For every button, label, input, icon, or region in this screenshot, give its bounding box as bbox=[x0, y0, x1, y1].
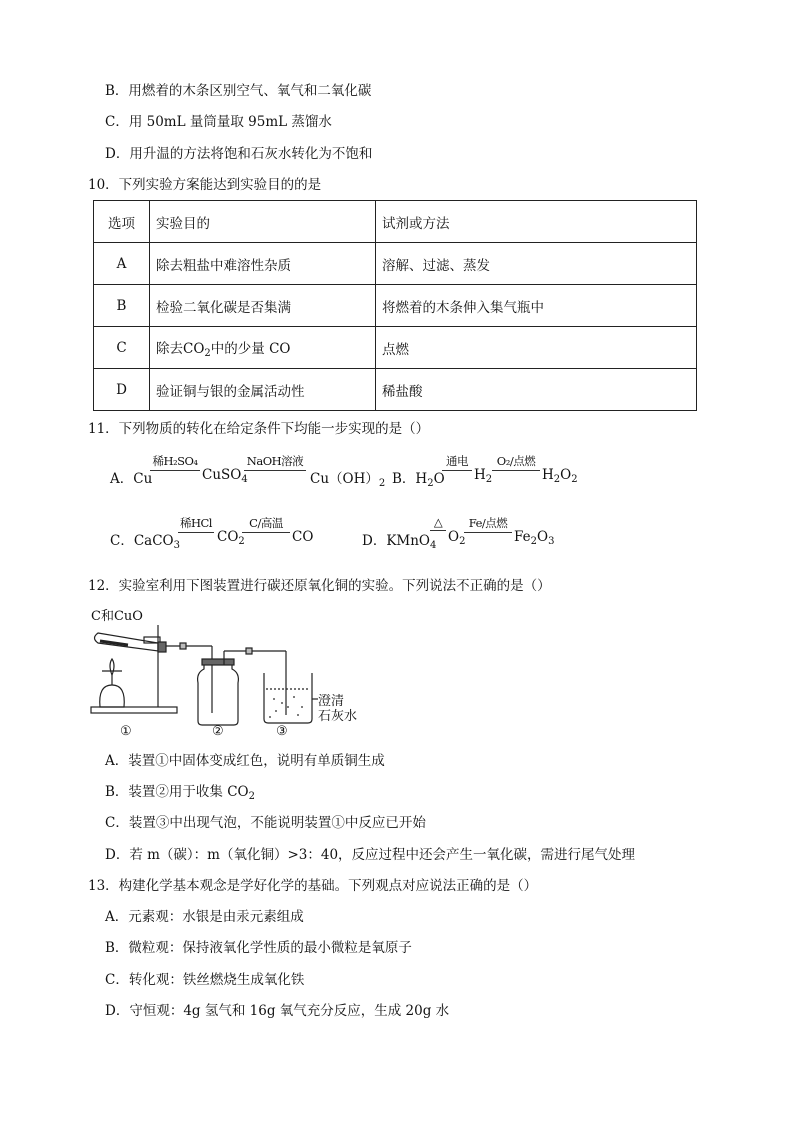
subscript: 2 bbox=[248, 791, 255, 802]
reactant-label: C和CuO bbox=[91, 609, 143, 624]
subscript: 2 bbox=[530, 536, 537, 547]
apparatus-number-3: ③ bbox=[276, 724, 288, 739]
option-text: B．装置②用于收集 CO bbox=[105, 784, 249, 800]
formula: Fe bbox=[514, 529, 531, 545]
q11-a-arrow1: 稀H₂SO₄ bbox=[150, 453, 200, 471]
subscript: 2 bbox=[459, 536, 466, 547]
formula: H bbox=[474, 467, 486, 483]
gas-bottle bbox=[198, 663, 239, 725]
stopper-1 bbox=[158, 642, 166, 652]
q9-option-d: D．用升温的方法将饱和石灰水转化为不饱和 bbox=[105, 146, 373, 162]
q12-option-b bbox=[105, 783, 255, 806]
q13-option-a: A．元素观：水银是由汞元素组成 bbox=[105, 909, 304, 925]
formula: CuSO bbox=[202, 467, 242, 483]
q11-c-arrow1: 稀HCl bbox=[178, 515, 214, 533]
limewater-label-2: 石灰水 bbox=[318, 709, 358, 724]
table-header-row bbox=[94, 201, 697, 243]
q11-stem: 11．下列物质的转化在给定条件下均能一步实现的是（） bbox=[88, 421, 430, 437]
q9-option-b: B．用燃着的木条区别空气、氧气和二氧化碳 bbox=[105, 83, 372, 99]
row-goal: 除去粗盐中难溶性杂质 bbox=[150, 243, 376, 285]
goal-prefix: 除去 bbox=[156, 340, 183, 357]
q11-d-mid bbox=[448, 529, 465, 547]
row-option: C bbox=[94, 327, 150, 369]
q11-c-mid bbox=[217, 529, 245, 547]
q13-option-c: C．转化观：铁丝燃烧生成氧化铁 bbox=[105, 972, 305, 988]
q10-table bbox=[93, 200, 697, 411]
q13-option-b: B．微粒观：保持液氧化学性质的最小微粒是氧原子 bbox=[105, 940, 412, 956]
table-row bbox=[94, 243, 697, 285]
formula: O bbox=[448, 529, 460, 545]
subscript: 3 bbox=[548, 536, 555, 547]
subscript: 4 bbox=[241, 474, 248, 485]
q11-d-reactant bbox=[362, 529, 436, 551]
q10-stem: 10．下列实验方案能达到实验目的的是 bbox=[88, 177, 322, 193]
beaker bbox=[264, 673, 312, 723]
alcohol-lamp bbox=[100, 685, 125, 707]
q11-d-arrow1: △ bbox=[430, 515, 446, 531]
formula: O bbox=[537, 529, 549, 545]
tube-joint bbox=[180, 643, 186, 649]
q12-option-a: A．装置①中固体变成红色，说明有单质铜生成 bbox=[105, 753, 385, 769]
formula: O bbox=[560, 467, 572, 483]
row-option: B bbox=[94, 285, 150, 327]
subscript: 2 bbox=[427, 478, 434, 489]
q11-a-product bbox=[310, 467, 385, 489]
subscript: 2 bbox=[485, 474, 493, 485]
subscript: 2 bbox=[571, 474, 578, 485]
q12-option-c: C．装置③中出现气泡，不能说明装置①中反应已开始 bbox=[105, 815, 426, 831]
goal-subscript: 2 bbox=[204, 347, 211, 359]
row-goal: 检验二氧化碳是否集满 bbox=[150, 285, 376, 327]
apparatus-number-2: ② bbox=[212, 724, 224, 739]
row-option: A bbox=[94, 243, 150, 285]
formula: H bbox=[542, 467, 554, 483]
q11-a-mid bbox=[202, 467, 248, 485]
header-goal: 实验目的 bbox=[150, 201, 376, 243]
header-option: 选项 bbox=[94, 201, 150, 243]
goal-formula: CO bbox=[183, 340, 205, 357]
q12-stem: 12．实验室利用下图装置进行碳还原氧化铜的实验。下列说法不正确的是（） bbox=[88, 578, 551, 594]
subscript: 2 bbox=[378, 478, 386, 489]
subscript: 2 bbox=[553, 474, 561, 485]
row-method: 稀盐酸 bbox=[376, 369, 697, 411]
formula: B．H bbox=[392, 471, 428, 487]
formula: O bbox=[433, 471, 445, 487]
stopper-2 bbox=[202, 659, 234, 665]
q11-b-arrow1: 通电 bbox=[442, 453, 472, 471]
limewater-label-1: 澄清 bbox=[318, 694, 345, 709]
apparatus-number-1: ① bbox=[120, 724, 132, 739]
row-method: 点燃 bbox=[376, 327, 697, 369]
q11-c-arrow2: C/高温 bbox=[242, 515, 290, 533]
row-method: 溶解、过滤、蒸发 bbox=[376, 243, 697, 285]
q11-d-product bbox=[514, 529, 554, 547]
table-row bbox=[94, 285, 697, 327]
row-option: D bbox=[94, 369, 150, 411]
row-method: 将燃着的木条伸入集气瓶中 bbox=[376, 285, 697, 327]
q9-option-c: C．用 50mL 量筒量取 95mL 蒸馏水 bbox=[105, 114, 332, 130]
stand-base bbox=[91, 707, 177, 713]
q11-b-reactant bbox=[392, 467, 445, 489]
header-method: 试剂或方法 bbox=[376, 201, 697, 243]
formula: CO bbox=[217, 529, 239, 545]
table-row bbox=[94, 369, 697, 411]
subscript: 4 bbox=[430, 540, 437, 551]
formula: C．CaCO bbox=[110, 533, 174, 549]
flame bbox=[110, 659, 114, 675]
goal-suffix: 中的少量 CO bbox=[210, 340, 291, 357]
tube-joint-2 bbox=[246, 648, 252, 654]
q11-b-arrow2: O₂/点燃 bbox=[492, 453, 540, 471]
q11-c-reactant bbox=[110, 529, 180, 551]
q12-option-d: D．若 m（碳）：m（氧化铜）>3：40，反应过程中还会产生一氧化碳，需进行尾气处理 bbox=[105, 847, 636, 863]
q11-a-reactant: A．Cu bbox=[110, 471, 153, 487]
q11-b-mid bbox=[474, 467, 492, 485]
q11-c-product: CO bbox=[292, 529, 314, 545]
formula: Cu（OH） bbox=[310, 471, 379, 487]
q11-a-arrow2: NaOH溶液 bbox=[244, 453, 306, 471]
q13-option-d: D．守恒观：4g 氢气和 16g 氧气充分反应，生成 20g 水 bbox=[105, 1003, 450, 1019]
q13-stem: 13．构建化学基本观念是学好化学的基础。下列观点对应说法正确的是（） bbox=[88, 878, 538, 894]
table-row bbox=[94, 327, 697, 369]
row-goal: 验证铜与银的金属活动性 bbox=[150, 369, 376, 411]
formula: D．KMnO bbox=[362, 533, 430, 549]
subscript: 3 bbox=[173, 540, 180, 551]
q11-d-arrow2: Fe/点燃 bbox=[464, 515, 512, 533]
row-goal bbox=[150, 327, 376, 369]
q11-b-product bbox=[542, 467, 578, 485]
subscript: 2 bbox=[238, 536, 245, 547]
